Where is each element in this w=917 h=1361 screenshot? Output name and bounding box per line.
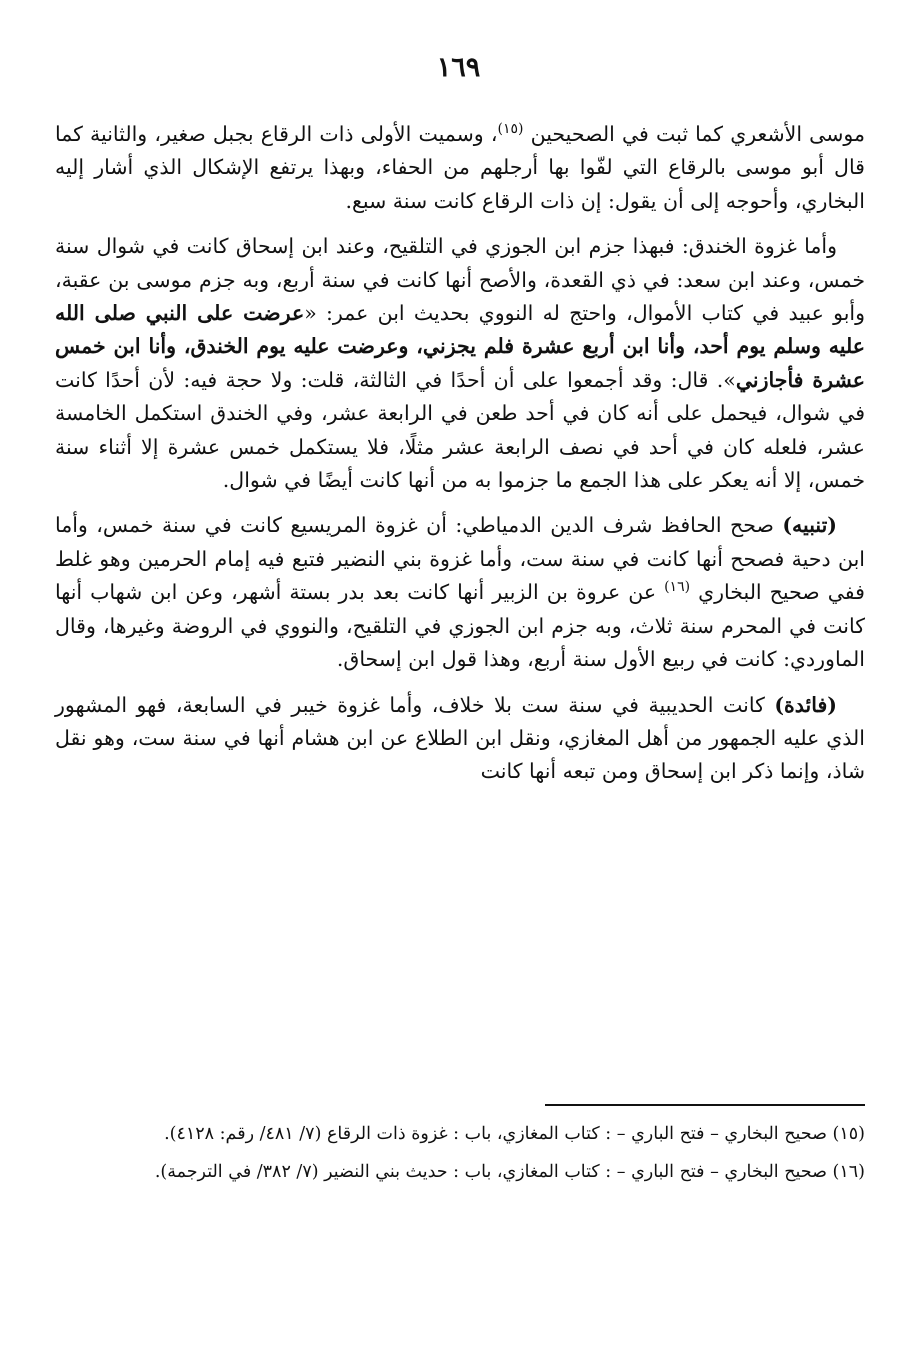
benefit-label: (فائدة) <box>774 692 837 717</box>
paragraph-3-text-a: صحح الحافظ شرف الدين الدمياطي: أن غزوة المريسيع كانت في سنة خمس، وأما ابن دحية فصحح أنها كانت في سنة ست، وأما غزوة بني النضير فتبع فيه إمام الحرمين وهو غلط ففي صحيح البخاري <box>55 513 865 605</box>
hadith-quote: عرضت على النبي صلى الله عليه وسلم يوم أحد، وأنا ابن أربع عشرة فلم يجزني، وعرضت عليه يوم الخندق، وأنا ابن خمس عشرة فأجازني <box>55 301 865 392</box>
paragraph-4 <box>55 689 865 789</box>
paragraph-1 <box>55 118 865 218</box>
paragraph-1-text-a: موسى الأشعري كما ثبت في الصحيحين <box>530 122 866 146</box>
footnote-reference-15: (١٥) <box>497 121 524 138</box>
main-text <box>55 118 865 801</box>
paragraph-3 <box>55 509 865 676</box>
paragraph-4-text-a: كانت الحديبية في سنة ست بلا خلاف، وأما غزوة خيبر في السابعة، فهو المشهور الذي عليه الجمهور من أهل المغازي، ونقل ابن الطلاع عن ابن هشام أنها في سنة ست، وهو نقل شاذ، وإنما ذكر ابن إسحاق ومن تبعه أنها كانت <box>55 692 865 784</box>
footnote-16: (١٦) صحيح البخاري – فتح الباري – : كتاب المغازي، باب : حديث بني النضير (٧/ ٣٨٢/ في الترجمة). <box>154 1162 865 1182</box>
footnote-15: (١٥) صحيح البخاري – فتح الباري – : كتاب المغازي، باب : غزوة ذات الرقاع (٧/ ٤٨١/ رقم: ٤١٢٨). <box>164 1124 865 1144</box>
paragraph-2 <box>55 230 865 497</box>
page-number: ١٦٩ <box>436 52 481 83</box>
paragraph-2-text-b: ». قال: وقد أجمعوا على أن أحدًا في الثالثة، قلت: ولا حجة فيه: لأن أحدًا كانت في شوال، فيحمل على أنه كان في أحد طعن في الرابعة عشر، وفي الخندق استكمل الخامسة عشر، فلعله كان في أحد في نصف الرابعة عشر مثلًا، فلا يستكمل خمس عشرة إلا أثناء سنة خمس، إلا أنه يعكر على هذا الجمع ما جزموا به من أنها كانت أيضًا في شوال. <box>55 367 865 493</box>
note-label: (تنبيه) <box>782 513 837 538</box>
paragraph-2-text-a: وأما غزوة الخندق: فبهذا جزم ابن الجوزي في التلقيح، وعند ابن إسحاق كانت في شوال سنة خمس، وعند ابن سعد: في ذي القعدة، والأصح أنها كانت في سنة أربع، وبه جزم موسى بن عقبة، وأبو عبيد في كتاب الأموال، واحتج له النووي بحديث ابن عمر: « <box>55 234 865 326</box>
footnote-reference-16: (١٦) <box>664 579 691 596</box>
paragraph-1-text-b: ، وسميت الأولى ذات الرقاع بجبل صغير، والثانية كما قال أبو موسى بالرقاع التي لفّوا بها أرجلهم من الحفاء، وبهذا يرتفع الإشكال الذي أشار إليه البخاري، وأحوجه إلى أن يقول: إن ذات الرقاع كانت سنة سبع. <box>55 122 865 213</box>
footnote-divider <box>545 1104 865 1106</box>
footnotes-section <box>55 1118 865 1194</box>
paragraph-3-text-b: عن عروة بن الزبير أنها كانت بعد بدر بستة أشهر، وعن ابن شهاب أنها كانت في المحرم سنة ثلاث، وبه جزم ابن الجوزي في التلقيح، والنووي في الروضة وغيرها، وقال الماوردي: كانت في ربيع الأول سنة أربع، وهذا قول ابن إسحاق. <box>55 580 865 672</box>
